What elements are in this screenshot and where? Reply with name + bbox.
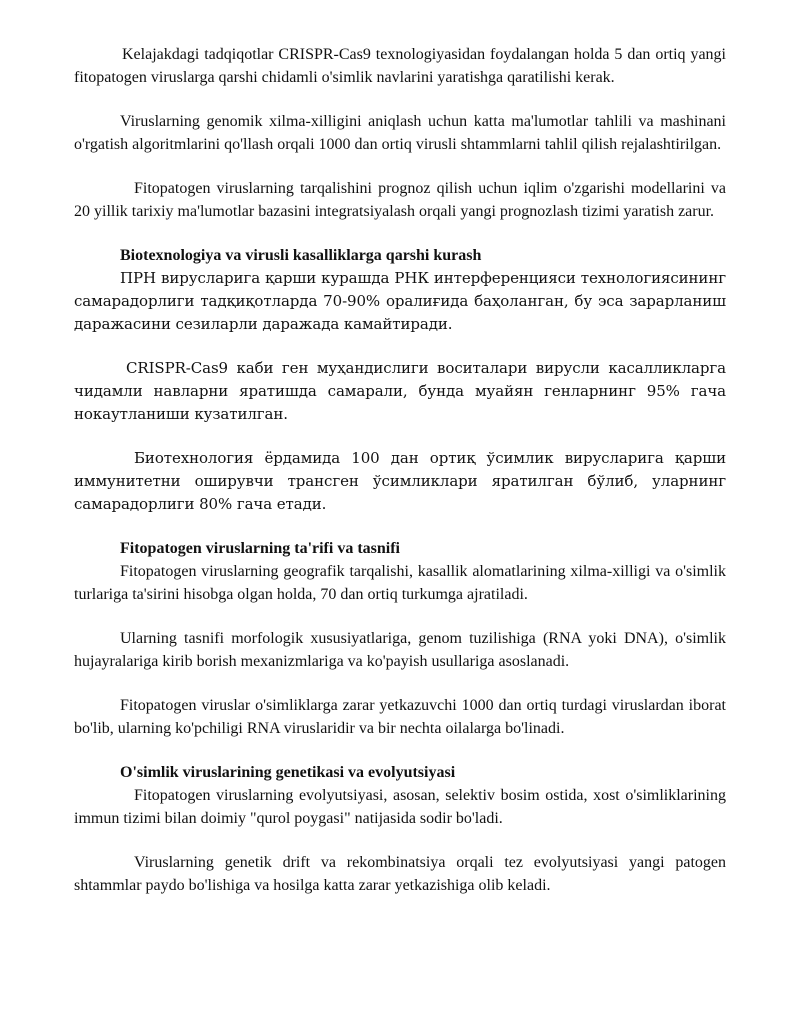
paragraph-crispr-tools: CRISPR-Cas9 каби ген муҳандислиги воситалари вирусли касалликларга чидамли навларни яратишда самарали, бунда муайян генларнинг 95% гача нокаутланиши кузатилган.	[74, 359, 726, 423]
paragraph-virus-families: Fitopatogen viruslar o'simliklarga zarar yetkazuvchi 1000 dan ortiq turdagi viruslardan iborat bo'lib, ularning ko'pchiligi RNA viruslaridir va bir nechta oilalarga bo'linadi.	[74, 697, 726, 737]
section-heading-definition-classification: Fitopatogen viruslarning ta'rifi va tasnifi	[120, 540, 400, 557]
section-heading-biotechnology: Biotexnologiya va virusli kasalliklarga qarshi kurash	[120, 247, 482, 264]
paragraph-genomic-diversity: Viruslarning genomik xilma-xilligini aniqlash uchun katta ma'lumotlar tahlili va mashinani o'rgatish algoritmlarini qo'llash orqali 1000 dan ortiq virusli shtammlarni tahlil qilish rejalashtirilgan.	[74, 113, 726, 153]
section-heading-genetics-evolution: O'simlik viruslarining genetikasi va evolyutsiyasi	[120, 764, 456, 781]
paragraph-rnai-efficiency: ПРН вирусларига қарши курашда РНК интерференцияси технологиясининг самарадорлиги тадқиқотларда 70-90% оралиғида баҳоланган, бу эса зарарланиш даражасини сезиларли даражада камайтиради.	[74, 269, 726, 333]
paragraph-arms-race: Fitopatogen viruslarning evolyutsiyasi, asosan, selektiv bosim ostida, xost o'simliklarining immun tizimi bilan doimiy "qurol poygasi" natijasida sodir bo'ladi.	[74, 787, 726, 827]
paragraph-genus-count: Fitopatogen viruslarning geografik tarqalishi, kasallik alomatlarining xilma-xilligi va o'simlik turlariga ta'sirini hisobga olgan holda, 70 dan ortiq turkumga ajratiladi.	[74, 563, 726, 603]
paragraph-future-research: Kelajakdagi tadqiqotlar CRISPR-Cas9 texnologiyasidan foydalangan holda 5 dan ortiq yangi fitopatogen viruslarga qarshi chidamli o'simlik navlarini yaratishga qaratilishi kerak.	[74, 46, 726, 86]
paragraph-genetic-drift: Viruslarning genetik drift va rekombinatsiya orqali tez evolyutsiyasi yangi patogen shtammlar paydo bo'lishiga va hosilga katta zarar yetkazishiga olib keladi.	[74, 854, 726, 894]
document-page	[74, 43, 726, 918]
paragraph-transgenic-plants: Биотехнология ёрдамида 100 дан ортиқ ўсимлик вирусларига қарши иммунитетни оширувчи трансген ўсимликлари яратилган бўлиб, уларнинг самарадорлиги 80% гача етади.	[74, 449, 726, 513]
paragraph-classification-basis: Ularning tasnifi morfologik xususiyatlariga, genom tuzilishiga (RNA yoki DNA), o'simlik hujayralariga kirib borish mexanizmlariga va ko'payish usullariga asoslanadi.	[74, 630, 726, 670]
paragraph-spread-forecast: Fitopatogen viruslarning tarqalishini prognoz qilish uchun iqlim o'zgarishi modellarini va 20 yillik tarixiy ma'lumotlar bazasini integratsiyalash orqali yangi prognozlash tizimi yaratish zarur.	[74, 180, 726, 220]
